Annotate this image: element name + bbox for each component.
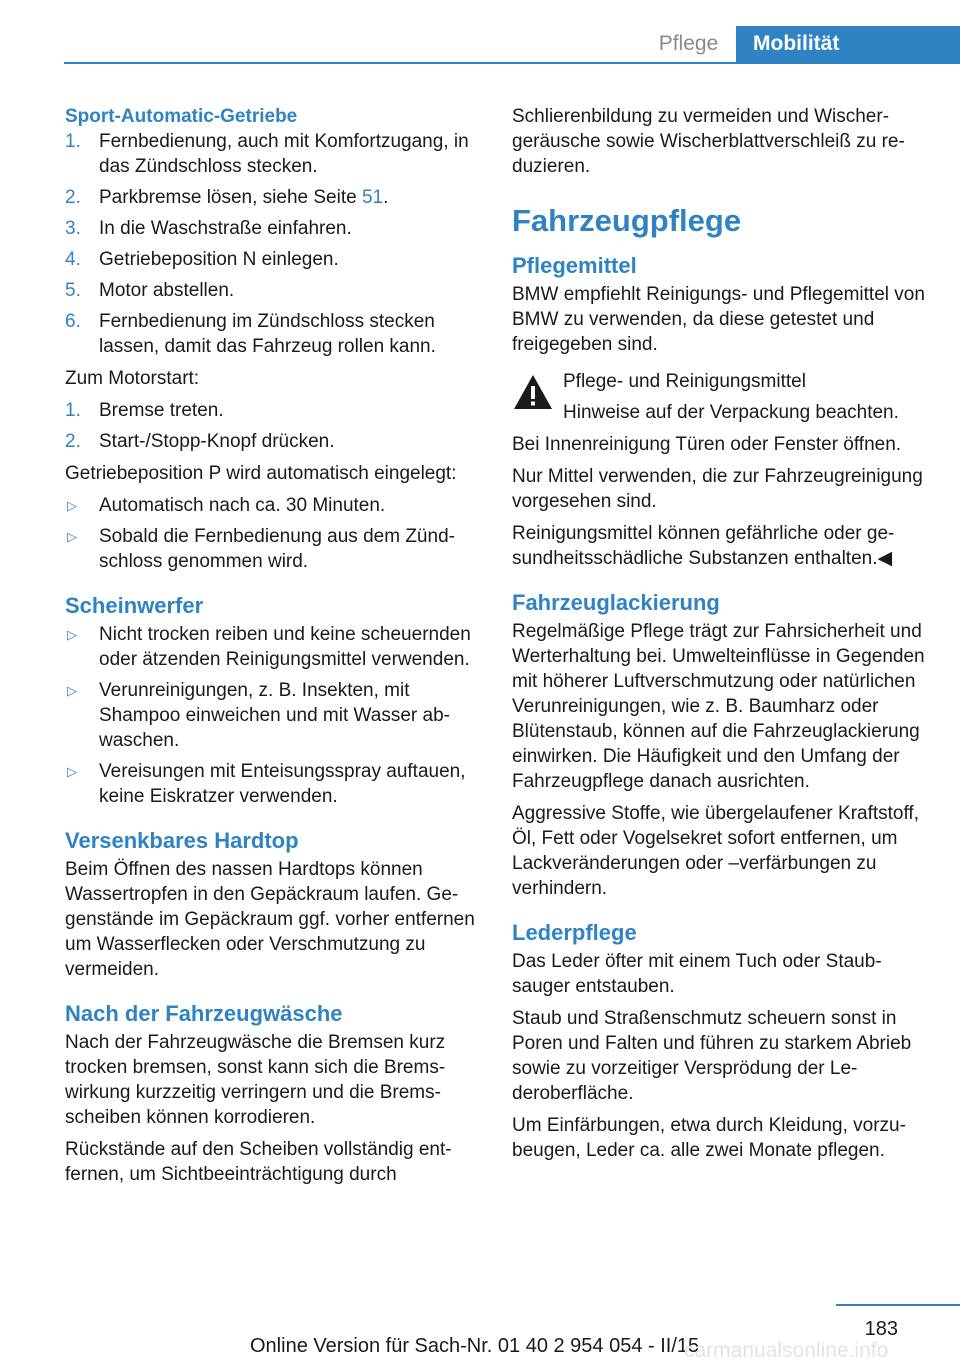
right-column	[512, 104, 930, 1170]
pflegemittel-heading: Pflegemittel	[512, 253, 637, 278]
list-item	[65, 278, 483, 303]
scheinwerfer-heading: Scheinwerfer	[65, 593, 204, 618]
step-text: Start-/Stopp-Knopf drücken.	[99, 431, 335, 452]
step-text: Getriebeposition N einlegen.	[99, 249, 339, 270]
motorstart-steps	[65, 398, 483, 454]
fahrzeugpflege-heading: Fahrzeugpflege	[512, 203, 742, 238]
step-number: 4.	[65, 249, 81, 270]
leder-text-2: Staub und Straßenschmutz scheuern sonst in Poren und Falten und führen zu starkem Abrieb sowie zu vorzeitiger Versprödung der Lederoberfläche.	[512, 1008, 912, 1104]
leder-text-3: Um Einfärbungen, etwa durch Kleidung, vorzubeugen, Leder ca. alle zwei Monate pflegen.	[512, 1115, 906, 1161]
step-text: Bremse treten.	[99, 400, 224, 421]
lederpflege-heading: Lederpflege	[512, 920, 637, 945]
lackierung-text-1: Regelmäßige Pflege trägt zur Fahrsicherheit und Werterhaltung bei. Umwelteinflüsse in Gegenden mit höherer Luftverschmutzung oder natürlichen Verunreinigungen, wie z. B. Baumharz oder Blütenstaub, können auf die Fahrzeuglackierung einwirken. Die Häufigkeit und den Umfang der Fahrzeugpflege danach ausrichten.	[512, 621, 925, 792]
scheinwerfer-bullets	[65, 622, 483, 809]
triangle-right-icon: ▷	[67, 764, 77, 779]
warning-title: Pflege- und Reinigungsmittel	[563, 371, 806, 392]
list-item	[65, 759, 483, 809]
pflegemittel-text: BMW empfiehlt Reinigungs- und Pflegemittel von BMW zu verwenden, da diese getestet und freigegeben sind.	[512, 284, 925, 355]
bullet-text: Vereisungen mit Enteisungsspray auftauen, keine Eiskratzer verwenden.	[99, 761, 466, 807]
list-item	[65, 622, 483, 672]
online-version-text: Online Version für Sach-Nr. 01 40 2 954 054 - II/15	[250, 1335, 700, 1357]
fahrzeuglackierung-heading: Fahrzeuglackierung	[512, 590, 720, 615]
list-item	[65, 216, 483, 241]
list-item	[65, 678, 483, 753]
list-item	[65, 524, 483, 574]
step-number: 1.	[65, 400, 81, 421]
tab-mobilitaet[interactable]: Mobilität	[736, 26, 960, 62]
step-number: 5.	[65, 280, 81, 301]
nachwaesche-heading: Nach der Fahrzeugwäsche	[65, 1001, 343, 1026]
bullet-text: Sobald die Fernbedienung aus dem Zündschloss genommen wird.	[99, 526, 455, 572]
reinigungsmittel-text: Reinigungsmittel können gefährliche oder gesundheitsschädliche Substanzen enthalten.◀	[512, 523, 895, 569]
warning-box	[512, 369, 930, 425]
nachwaesche-text-1: Nach der Fahrzeugwäsche die Bremsen kurz trocken bremsen, sonst kann sich die Bremswirkung kurzzeitig verringern und die Bremsscheiben können korrodieren.	[65, 1032, 446, 1128]
step-text-end: .	[383, 187, 389, 208]
waschstrasse-steps	[65, 129, 483, 359]
sport-automatic-heading: Sport-Automatic-Getriebe	[65, 106, 298, 127]
hardtop-heading: Versenkbares Hardtop	[65, 828, 299, 853]
step-text: Parkbremse lösen, siehe Seite	[99, 187, 362, 208]
tab-pflege[interactable]: Pflege	[658, 32, 719, 55]
continuation-text: Schlierenbildung zu vermeiden und Wischergeräusche sowie Wischerblattverschleiß zu reduzieren.	[512, 106, 905, 177]
list-item	[65, 129, 483, 179]
page-header	[64, 0, 960, 64]
step-number: 3.	[65, 218, 81, 239]
left-column	[65, 104, 483, 1194]
hardtop-text: Beim Öffnen des nassen Hardtops können Wassertropfen in den Gepäckraum laufen. Gegenstände im Gepäckraum ggf. vorher entfernen um Wasserflecken oder Verschmutzung zu vermeiden.	[65, 859, 475, 980]
triangle-right-icon: ▷	[67, 529, 77, 544]
nur-mittel-text: Nur Mittel verwenden, die zur Fahrzeugreinigung vorgesehen sind.	[512, 466, 923, 512]
bullet-text: Automatisch nach ca. 30 Minuten.	[99, 495, 386, 516]
step-text: In die Waschstraße einfahren.	[99, 218, 352, 239]
triangle-right-icon: ▷	[67, 683, 77, 698]
step-text: Motor abstellen.	[99, 280, 235, 301]
step-number: 2.	[65, 431, 81, 452]
step-text: Fernbedienung im Zündschloss stecken lassen, damit das Fahrzeug rollen kann.	[99, 311, 436, 357]
step-text: Fernbedienung, auch mit Komfortzugang, in das Zündschloss stecken.	[99, 131, 469, 177]
bullet-text: Verunreinigungen, z. B. Insekten, mit Shampoo einweichen und mit Wasser abwaschen.	[99, 680, 450, 751]
innenreinigung-text: Bei Innenreinigung Türen oder Fenster öffnen.	[512, 434, 902, 455]
triangle-right-icon: ▷	[67, 627, 77, 642]
list-item	[65, 493, 483, 518]
triangle-right-icon: ▷	[67, 498, 77, 513]
getriebe-label: Getriebeposition P wird automatisch eingelegt:	[65, 463, 457, 484]
step-number: 6.	[65, 311, 81, 332]
page-link-51[interactable]: 51	[361, 187, 384, 208]
leder-text-1: Das Leder öfter mit einem Tuch oder Staubsauger entstauben.	[512, 951, 882, 997]
list-item	[65, 309, 483, 359]
motorstart-label: Zum Motorstart:	[65, 368, 200, 389]
list-item	[65, 398, 483, 423]
warning-triangle-icon	[512, 373, 554, 411]
footer-rule	[836, 1304, 960, 1306]
page-number: 183	[864, 1318, 898, 1340]
bullet-text: Nicht trocken reiben und keine scheuernden oder ätzenden Reinigungsmittel verwenden.	[99, 624, 471, 670]
getriebe-bullets	[65, 493, 483, 574]
list-item	[65, 247, 483, 272]
step-number: 2.	[65, 187, 81, 208]
warning-text: Hinweise auf der Verpackung beachten.	[563, 402, 899, 423]
lackierung-text-2: Aggressive Stoffe, wie übergelaufener Kraftstoff, Öl, Fett oder Vogelsekret sofort entfernen, um Lackveränderungen oder –verfärbungen zu verhindern.	[512, 803, 919, 899]
list-item	[65, 185, 483, 210]
watermark: carmanualsonline.info	[684, 1339, 889, 1362]
nachwaesche-text-2: Rückstände auf den Scheiben vollständig entfernen, um Sichtbeeinträchtigung durch	[65, 1139, 452, 1185]
list-item	[65, 429, 483, 454]
step-number: 1.	[65, 131, 81, 152]
